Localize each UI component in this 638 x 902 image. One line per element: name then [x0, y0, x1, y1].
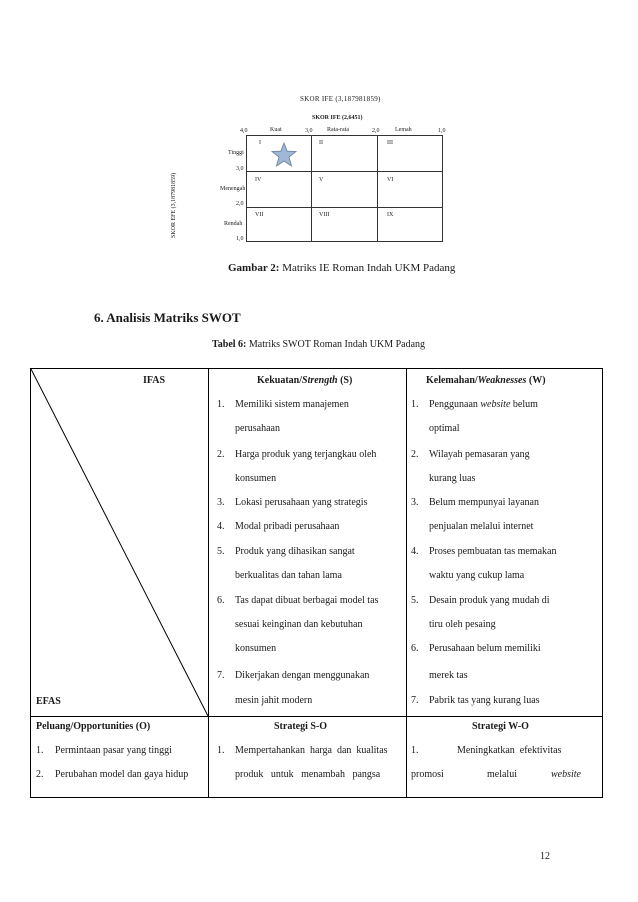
- section-heading: 6. Analisis Matriks SWOT: [94, 310, 241, 325]
- weakness-text: optimal: [429, 423, 460, 434]
- star-icon: [271, 142, 297, 167]
- y-tick-1: 1,0: [236, 236, 244, 242]
- wo-text-em: website: [551, 769, 581, 780]
- weakness-num: 4.: [411, 546, 419, 557]
- figure-title-top: SKOR IFE (3,187981859): [300, 95, 381, 103]
- wo-num: 1.: [411, 745, 419, 756]
- strength-text: perusahaan: [235, 423, 280, 434]
- strength-num: 4.: [217, 521, 225, 532]
- strength-text: Memiliki sistem manajemen: [235, 399, 349, 410]
- cell-IX: IX: [387, 212, 394, 218]
- weakness-text: kurang luas: [429, 473, 476, 484]
- weakness-text: Belum mempunyai layanan: [429, 497, 539, 508]
- figure-title-sub: SKOR IFE (2,6451): [312, 115, 363, 121]
- cell-III: III: [387, 140, 393, 146]
- wo-header: Strategi W-O: [472, 721, 529, 732]
- weakness-num: 1.: [411, 399, 419, 410]
- strength-text: Produk yang dihasikan sangat: [235, 546, 355, 557]
- x-tick-2: 2,0: [372, 128, 380, 134]
- y-axis-label: SKOR EFE (3,187981859): [171, 172, 177, 238]
- cell-IV: IV: [255, 177, 262, 183]
- ifas-label: IFAS: [143, 375, 166, 386]
- strength-num: 1.: [217, 399, 225, 410]
- diagonal-divider: [31, 369, 209, 717]
- wo-text-a: promosi: [411, 769, 444, 780]
- swot-table: [30, 368, 603, 798]
- cell-V: V: [319, 177, 324, 183]
- strength-text: Lokasi perusahaan yang strategis: [235, 497, 368, 508]
- weakness-header: Kelemahan/Weaknesses (W): [426, 375, 546, 386]
- weakness-text: Perusahaan belum memiliki: [429, 643, 541, 654]
- so-text: Mempertahankan harga dan kualitas: [235, 745, 388, 756]
- weakness-num: 3.: [411, 497, 419, 508]
- opportunity-num: 1.: [36, 745, 44, 756]
- x-label-kuat: Kuat: [270, 127, 282, 133]
- y-label-tinggi: Tinggi: [228, 150, 244, 156]
- x-tick-3: 3,0: [305, 128, 313, 134]
- strength-text: Dikerjakan dengan menggunakan: [235, 670, 370, 681]
- cell-VII: VII: [255, 212, 264, 218]
- efas-label: EFAS: [36, 696, 61, 707]
- strength-num: 2.: [217, 449, 225, 460]
- wo-text-b: melalui: [487, 769, 517, 780]
- weakness-num: 6.: [411, 643, 419, 654]
- y-tick-2: 2,0: [236, 201, 244, 207]
- weakness-text: merek tas: [429, 670, 468, 681]
- wo-text: Meningkatkan efektivitas: [457, 745, 562, 756]
- strength-num: 6.: [217, 595, 225, 606]
- weakness-text: waktu yang cukup lama: [429, 570, 525, 581]
- y-label-rendah: Rendah: [224, 221, 243, 227]
- x-label-rata-rata: Rata-rata: [327, 127, 349, 133]
- cell-II: II: [319, 140, 323, 146]
- cell-I: I: [259, 140, 261, 146]
- cell-VI: VI: [387, 177, 394, 183]
- strength-num: 5.: [217, 546, 225, 557]
- opportunities-header: Peluang/Opportunities (O): [36, 721, 151, 732]
- weakness-text: penjualan melalui internet: [429, 521, 534, 532]
- x-tick-4: 4,0: [240, 128, 248, 134]
- strength-text: konsumen: [235, 643, 277, 654]
- weakness-text: Penggunaan website belum: [429, 399, 538, 410]
- opportunity-num: 2.: [36, 769, 44, 780]
- table-caption: Tabel 6: Matriks SWOT Roman Indah UKM Padang: [212, 339, 426, 350]
- strength-text: berkualitas dan tahan lama: [235, 570, 342, 581]
- strength-header: Kekuatan/Strength (S): [257, 375, 353, 386]
- opportunity-text: Perubahan model dan gaya hidup: [55, 769, 189, 780]
- weakness-num: 7.: [411, 695, 419, 706]
- strength-text: mesin jahit modern: [235, 695, 313, 706]
- strength-text: Tas dapat dibuat berbagai model tas: [235, 595, 379, 606]
- x-tick-1: 1,0: [438, 128, 446, 134]
- so-num: 1.: [217, 745, 225, 756]
- figure-caption: Gambar 2: Matriks IE Roman Indah UKM Padang: [228, 262, 456, 274]
- strength-text: konsumen: [235, 473, 277, 484]
- y-label-menengah: Menengah: [220, 186, 246, 192]
- x-label-lemah: Lemah: [395, 127, 412, 133]
- strength-num: 7.: [217, 670, 225, 681]
- weakness-text: Pabrik tas yang kurang luas: [429, 695, 540, 706]
- strength-text: Modal pribadi perusahaan: [235, 521, 340, 532]
- so-text: produk untuk menambah pangsa: [235, 769, 381, 780]
- weakness-num: 5.: [411, 595, 419, 606]
- weakness-num: 2.: [411, 449, 419, 460]
- weakness-text: tiru oleh pesaing: [429, 619, 496, 630]
- strength-text: Harga produk yang terjangkau oleh: [235, 449, 377, 460]
- weakness-text: Desain produk yang mudah di: [429, 595, 550, 606]
- y-tick-3: 3,0: [236, 166, 244, 172]
- weakness-text: Proses pembuatan tas memakan: [429, 546, 557, 557]
- strength-text: sesuai keinginan dan kebutuhan: [235, 619, 363, 630]
- opportunity-text: Permintaan pasar yang tinggi: [55, 745, 172, 756]
- weakness-text: Wilayah pemasaran yang: [429, 449, 530, 460]
- cell-VIII: VIII: [319, 212, 330, 218]
- so-header: Strategi S-O: [274, 721, 328, 732]
- strength-num: 3.: [217, 497, 225, 508]
- page-number: 12: [540, 851, 550, 862]
